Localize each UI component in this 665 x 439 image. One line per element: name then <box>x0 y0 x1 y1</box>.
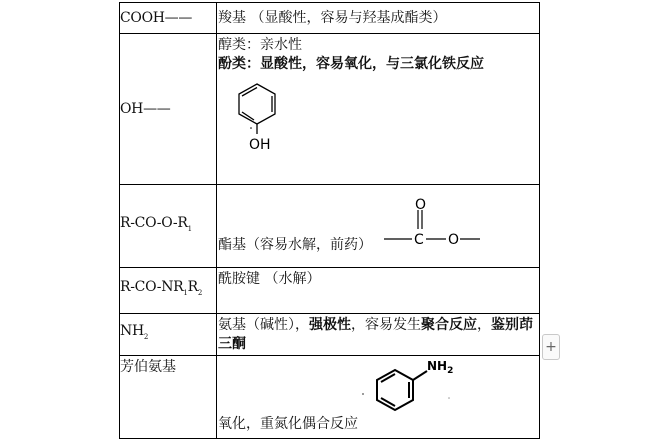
table-row <box>120 268 540 314</box>
group-cell <box>120 3 217 34</box>
amino-description: 氨基（碱性），强极性，容易发生聚合反应，鉴别茚三酮 <box>218 316 533 352</box>
desc-cell <box>217 356 540 439</box>
table-row <box>120 3 540 34</box>
group-cell <box>120 356 217 439</box>
expand-button[interactable]: + <box>542 334 560 360</box>
ester-structure <box>382 195 482 255</box>
hydroxyl-label: OH <box>249 137 271 153</box>
aromatic-amine-description: 氧化，重氮化偶合反应 <box>218 416 358 432</box>
desc-cell <box>217 3 540 34</box>
group-description: 羧基 （显酸性，容易与羟基成酯类） <box>218 9 447 26</box>
group-cell <box>120 268 217 314</box>
desc-cell <box>217 185 540 268</box>
desc-cell <box>217 34 540 185</box>
aniline-structure <box>345 358 465 418</box>
group-formula: COOH—— <box>120 9 193 26</box>
group-formula: $NH_2$ <box>120 323 149 341</box>
group-cell <box>120 34 217 185</box>
group-formula: OH—— <box>120 100 171 117</box>
phenol-description: 酚类：显酸性，容易氧化，与三氯化铁反应 <box>218 56 484 72</box>
table-row <box>120 314 540 356</box>
group-cell <box>120 185 217 268</box>
group-formula: $R-CO-O-R_1$ <box>120 214 192 233</box>
desc-cell <box>217 268 540 314</box>
phenol-structure <box>227 76 307 171</box>
functional-group-table <box>119 2 540 439</box>
desc-cell <box>217 314 540 356</box>
alcohol-description: 醇类：亲水性 <box>218 37 302 53</box>
amide-description: 酰胺键 （水解） <box>218 271 321 287</box>
ester-description: 酯基（容易水解，前药） <box>218 237 372 253</box>
group-name: 芳伯氨基 <box>120 359 176 375</box>
group-cell <box>120 314 217 356</box>
table-row <box>120 34 540 185</box>
table-row <box>120 185 540 268</box>
group-formula: $R-CO-NR_1R_2$ <box>120 279 202 297</box>
carbonyl-oxygen-label: O <box>415 197 427 213</box>
ether-oxygen-label: O <box>448 232 460 248</box>
carbon-label: C <box>414 232 424 248</box>
amine-label: $NH_2$ <box>427 359 454 376</box>
table-row <box>120 356 540 439</box>
